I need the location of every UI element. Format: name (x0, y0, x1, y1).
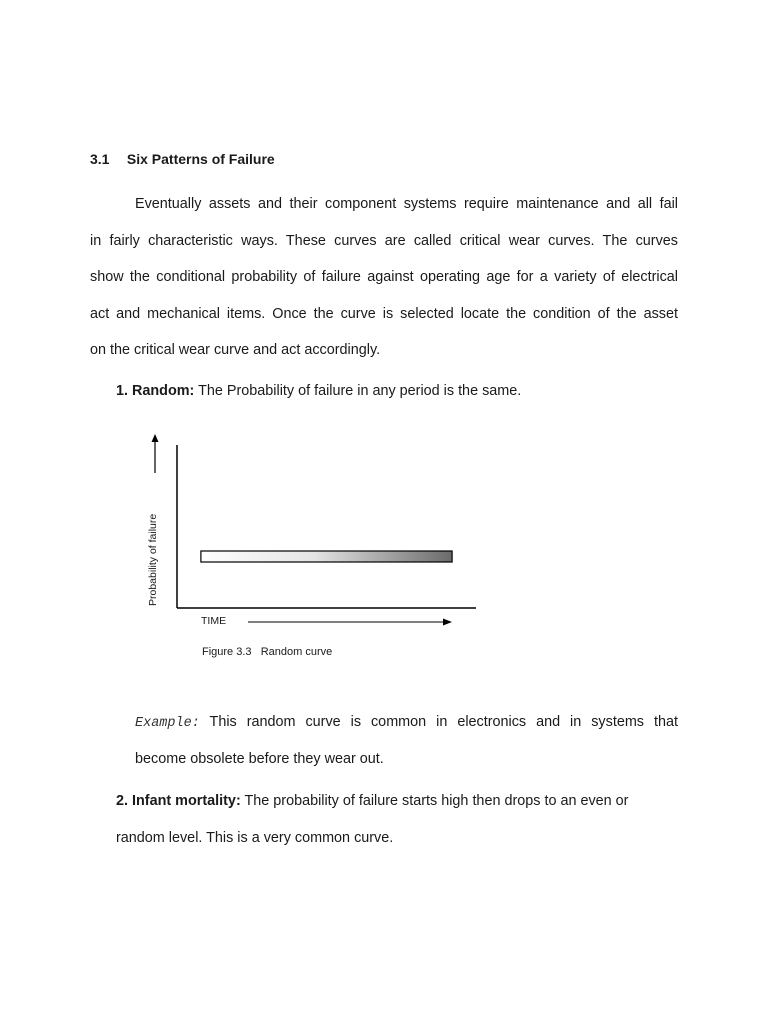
intro-line: on the critical wear curve and act accordingly. (90, 342, 381, 358)
section-title: Six Patterns of Failure (126, 151, 275, 167)
x-axis-label: TIME (201, 615, 227, 627)
random-curve-chart (130, 425, 490, 675)
example-block (135, 704, 678, 778)
figure-caption (202, 646, 332, 658)
intro-line: show the conditional probability of failure against operating age for a variety of electrical (90, 269, 678, 285)
intro-line: in fairly characteristic ways. These curves are called critical wear curves. The curves (90, 232, 678, 249)
pattern-item-infant-mortality (116, 793, 628, 809)
figure-caption-text: Random curve (260, 646, 333, 658)
random-failure-band (201, 551, 452, 562)
pattern-label: 1. Random: (116, 383, 195, 399)
intro-line: act and mechanical items. Once the curve is selected locate the condition of the asset (90, 305, 678, 322)
pattern-description: The probability of failure starts high then drops to an even or (240, 793, 629, 809)
section-heading (90, 151, 275, 167)
example-label: Example: (135, 716, 200, 731)
section-number: 3.1 (90, 151, 110, 167)
pattern-description: The Probability of failure in any period is the same. (194, 383, 522, 399)
x-arrow (248, 619, 452, 626)
example-line-2: become obsolete before they wear out. (135, 751, 384, 767)
y-arrow (152, 434, 159, 473)
example-text: This random curve is common in electronics and in systems that (209, 714, 678, 730)
pattern-label: 2. Infant mortality: (116, 793, 241, 809)
pattern-description-continued: random level. This is a very common curve. (116, 830, 394, 846)
pattern-item-random (116, 383, 521, 399)
example-line (135, 704, 678, 741)
intro-paragraph (90, 186, 678, 369)
figure-caption-label: Figure 3.3 (202, 646, 252, 658)
y-axis-label: Probability of failure (147, 513, 159, 606)
intro-line: Eventually assets and their component systems require maintenance and all fail (135, 196, 678, 212)
